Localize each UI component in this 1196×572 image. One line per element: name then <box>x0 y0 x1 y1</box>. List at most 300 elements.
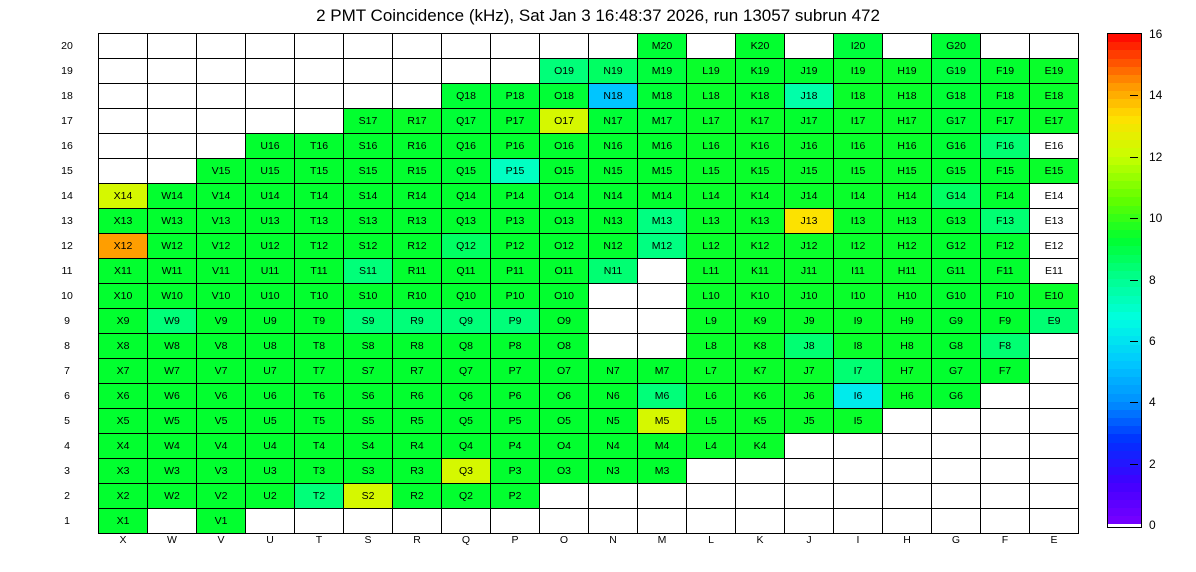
heatmap-cell[interactable]: Q5 <box>442 409 491 434</box>
heatmap-cell[interactable]: S17 <box>344 109 393 134</box>
heatmap-cell-empty[interactable] <box>295 109 344 134</box>
heatmap-cell[interactable]: G18 <box>932 84 981 109</box>
heatmap-cell-empty[interactable] <box>785 34 834 59</box>
heatmap-cell-empty[interactable] <box>883 409 932 434</box>
heatmap-cell[interactable]: H17 <box>883 109 932 134</box>
heatmap-cell[interactable]: G20 <box>932 34 981 59</box>
heatmap-cell[interactable]: O19 <box>540 59 589 84</box>
heatmap-cell[interactable]: Q10 <box>442 284 491 309</box>
heatmap-cell[interactable]: M19 <box>638 59 687 84</box>
heatmap-cell-empty[interactable] <box>638 509 687 534</box>
heatmap-cell[interactable]: I10 <box>834 284 883 309</box>
heatmap-cell[interactable]: P14 <box>491 184 540 209</box>
heatmap-cell[interactable]: T9 <box>295 309 344 334</box>
heatmap-cell[interactable]: J15 <box>785 159 834 184</box>
heatmap-cell[interactable]: I9 <box>834 309 883 334</box>
heatmap-cell-empty[interactable] <box>393 59 442 84</box>
heatmap-cell-empty[interactable] <box>981 459 1030 484</box>
heatmap-cell[interactable]: S13 <box>344 209 393 234</box>
heatmap-cell[interactable]: O13 <box>540 209 589 234</box>
heatmap-cell-empty[interactable] <box>736 509 785 534</box>
heatmap-cell[interactable]: V14 <box>197 184 246 209</box>
heatmap-cell-empty[interactable] <box>932 459 981 484</box>
heatmap-cell[interactable]: E11 <box>1030 259 1079 284</box>
heatmap-cell[interactable]: X3 <box>99 459 148 484</box>
heatmap-cell[interactable]: S6 <box>344 384 393 409</box>
heatmap-cell[interactable]: V4 <box>197 434 246 459</box>
heatmap-cell[interactable]: L19 <box>687 59 736 84</box>
heatmap-cell[interactable]: P6 <box>491 384 540 409</box>
heatmap-cell[interactable]: R9 <box>393 309 442 334</box>
heatmap-cell[interactable]: V13 <box>197 209 246 234</box>
heatmap-cell[interactable]: F7 <box>981 359 1030 384</box>
heatmap-cell[interactable]: O17 <box>540 109 589 134</box>
heatmap-cell-empty[interactable] <box>540 509 589 534</box>
heatmap-cell-empty[interactable] <box>197 34 246 59</box>
heatmap-cell-empty[interactable] <box>981 384 1030 409</box>
heatmap-cell-empty[interactable] <box>1030 359 1079 384</box>
heatmap-cell-empty[interactable] <box>148 509 197 534</box>
heatmap-cell[interactable]: G11 <box>932 259 981 284</box>
heatmap-cell[interactable]: N6 <box>589 384 638 409</box>
heatmap-cell[interactable]: U6 <box>246 384 295 409</box>
heatmap-cell[interactable]: V11 <box>197 259 246 284</box>
heatmap-cell[interactable]: P10 <box>491 284 540 309</box>
heatmap-cell-empty[interactable] <box>99 34 148 59</box>
heatmap-cell[interactable]: L18 <box>687 84 736 109</box>
heatmap-cell[interactable]: F8 <box>981 334 1030 359</box>
heatmap-cell[interactable]: K14 <box>736 184 785 209</box>
heatmap-cell[interactable]: X8 <box>99 334 148 359</box>
heatmap-cell[interactable]: N4 <box>589 434 638 459</box>
heatmap-cell-empty[interactable] <box>981 434 1030 459</box>
heatmap-cell[interactable]: T6 <box>295 384 344 409</box>
heatmap-cell-empty[interactable] <box>932 434 981 459</box>
heatmap-cell[interactable]: W6 <box>148 384 197 409</box>
heatmap-cell[interactable]: K5 <box>736 409 785 434</box>
heatmap-cell[interactable]: T13 <box>295 209 344 234</box>
heatmap-cell[interactable]: S15 <box>344 159 393 184</box>
heatmap-cell[interactable]: R7 <box>393 359 442 384</box>
heatmap-cell-empty[interactable] <box>981 34 1030 59</box>
heatmap-cell-empty[interactable] <box>148 109 197 134</box>
heatmap-cell[interactable]: J16 <box>785 134 834 159</box>
heatmap-cell-empty[interactable] <box>344 34 393 59</box>
heatmap-cell[interactable]: M7 <box>638 359 687 384</box>
heatmap-cell[interactable]: P11 <box>491 259 540 284</box>
heatmap-cell[interactable]: Q4 <box>442 434 491 459</box>
heatmap-cell[interactable]: S2 <box>344 484 393 509</box>
heatmap-cell[interactable]: V1 <box>197 509 246 534</box>
heatmap-cell[interactable]: M13 <box>638 209 687 234</box>
heatmap-cell[interactable]: W8 <box>148 334 197 359</box>
heatmap-cell[interactable]: I11 <box>834 259 883 284</box>
heatmap-cell[interactable]: L9 <box>687 309 736 334</box>
heatmap-cell[interactable]: S11 <box>344 259 393 284</box>
heatmap-cell[interactable]: P2 <box>491 484 540 509</box>
heatmap-cell[interactable]: X12 <box>99 234 148 259</box>
heatmap-cell[interactable]: T3 <box>295 459 344 484</box>
heatmap-cell[interactable]: R15 <box>393 159 442 184</box>
heatmap-cell[interactable]: I19 <box>834 59 883 84</box>
heatmap-cell[interactable]: U10 <box>246 284 295 309</box>
heatmap-cell-empty[interactable] <box>638 309 687 334</box>
heatmap-cell[interactable]: F11 <box>981 259 1030 284</box>
heatmap-cell[interactable]: F15 <box>981 159 1030 184</box>
heatmap-cell-empty[interactable] <box>932 484 981 509</box>
heatmap-cell[interactable]: H19 <box>883 59 932 84</box>
heatmap-cell-empty[interactable] <box>687 459 736 484</box>
heatmap-cell-empty[interactable] <box>148 159 197 184</box>
heatmap-cell[interactable]: M14 <box>638 184 687 209</box>
heatmap-cell[interactable]: I7 <box>834 359 883 384</box>
heatmap-cell-empty[interactable] <box>981 409 1030 434</box>
heatmap-cell[interactable]: X2 <box>99 484 148 509</box>
heatmap-cell[interactable]: E19 <box>1030 59 1079 84</box>
heatmap-cell-empty[interactable] <box>1030 334 1079 359</box>
heatmap-cell-empty[interactable] <box>932 409 981 434</box>
heatmap-cell[interactable]: R5 <box>393 409 442 434</box>
heatmap-cell[interactable]: X13 <box>99 209 148 234</box>
heatmap-cell-empty[interactable] <box>246 109 295 134</box>
heatmap-cell[interactable]: U5 <box>246 409 295 434</box>
heatmap-cell-empty[interactable] <box>295 59 344 84</box>
heatmap-cell-empty[interactable] <box>246 84 295 109</box>
heatmap-cell[interactable]: W4 <box>148 434 197 459</box>
heatmap-cell-empty[interactable] <box>1030 484 1079 509</box>
heatmap-cell[interactable]: K6 <box>736 384 785 409</box>
heatmap-cell[interactable]: Q2 <box>442 484 491 509</box>
heatmap-cell[interactable]: K7 <box>736 359 785 384</box>
heatmap-cell[interactable]: G14 <box>932 184 981 209</box>
heatmap-cell[interactable]: P4 <box>491 434 540 459</box>
heatmap-cell-empty[interactable] <box>393 84 442 109</box>
heatmap-cell[interactable]: E14 <box>1030 184 1079 209</box>
heatmap-cell-empty[interactable] <box>197 109 246 134</box>
heatmap-cell-empty[interactable] <box>589 284 638 309</box>
heatmap-cell-empty[interactable] <box>687 34 736 59</box>
heatmap-cell[interactable]: T16 <box>295 134 344 159</box>
heatmap-cell[interactable]: V15 <box>197 159 246 184</box>
heatmap-cell[interactable]: K20 <box>736 34 785 59</box>
heatmap-cell-empty[interactable] <box>1030 384 1079 409</box>
heatmap-cell[interactable]: W12 <box>148 234 197 259</box>
heatmap-cell[interactable]: Q9 <box>442 309 491 334</box>
heatmap-cell[interactable]: O7 <box>540 359 589 384</box>
heatmap-cell[interactable]: N16 <box>589 134 638 159</box>
heatmap-cell[interactable]: P16 <box>491 134 540 159</box>
heatmap-cell-empty[interactable] <box>540 34 589 59</box>
heatmap-cell[interactable]: L11 <box>687 259 736 284</box>
heatmap-cell[interactable]: K18 <box>736 84 785 109</box>
heatmap-cell-empty[interactable] <box>589 334 638 359</box>
heatmap-cell[interactable]: N7 <box>589 359 638 384</box>
heatmap-cell[interactable]: N17 <box>589 109 638 134</box>
heatmap-cell[interactable]: Q8 <box>442 334 491 359</box>
heatmap-cell[interactable]: F16 <box>981 134 1030 159</box>
heatmap-cell-empty[interactable] <box>687 484 736 509</box>
heatmap-cell[interactable]: S14 <box>344 184 393 209</box>
heatmap-cell[interactable]: O3 <box>540 459 589 484</box>
heatmap-cell-empty[interactable] <box>540 484 589 509</box>
heatmap-cell[interactable]: R12 <box>393 234 442 259</box>
heatmap-cell[interactable]: T14 <box>295 184 344 209</box>
heatmap-cell[interactable]: H18 <box>883 84 932 109</box>
heatmap-cell[interactable]: W3 <box>148 459 197 484</box>
heatmap-cell[interactable]: H9 <box>883 309 932 334</box>
heatmap-cell[interactable]: F17 <box>981 109 1030 134</box>
heatmap-cell[interactable]: R14 <box>393 184 442 209</box>
heatmap-cell[interactable]: T2 <box>295 484 344 509</box>
heatmap-cell[interactable]: X14 <box>99 184 148 209</box>
heatmap-cell-empty[interactable] <box>442 34 491 59</box>
heatmap-cell-empty[interactable] <box>99 134 148 159</box>
heatmap-cell[interactable]: K19 <box>736 59 785 84</box>
heatmap-cell-empty[interactable] <box>393 509 442 534</box>
heatmap-cell-empty[interactable] <box>883 509 932 534</box>
heatmap-cell[interactable]: E12 <box>1030 234 1079 259</box>
heatmap-cell-empty[interactable] <box>981 509 1030 534</box>
heatmap-cell[interactable]: F19 <box>981 59 1030 84</box>
heatmap-cell-empty[interactable] <box>197 84 246 109</box>
heatmap-cell[interactable]: S5 <box>344 409 393 434</box>
heatmap-cell[interactable]: W9 <box>148 309 197 334</box>
heatmap-cell[interactable]: P3 <box>491 459 540 484</box>
heatmap-cell[interactable]: O12 <box>540 234 589 259</box>
heatmap-cell[interactable]: O18 <box>540 84 589 109</box>
heatmap-cell[interactable]: Q16 <box>442 134 491 159</box>
heatmap-cell[interactable]: S12 <box>344 234 393 259</box>
heatmap-cell-empty[interactable] <box>197 134 246 159</box>
heatmap-cell[interactable]: I16 <box>834 134 883 159</box>
heatmap-cell[interactable]: U7 <box>246 359 295 384</box>
heatmap-cell[interactable]: U3 <box>246 459 295 484</box>
heatmap-cell[interactable]: E18 <box>1030 84 1079 109</box>
heatmap-cell[interactable]: M12 <box>638 234 687 259</box>
heatmap-cell[interactable]: P15 <box>491 159 540 184</box>
heatmap-cell[interactable]: J19 <box>785 59 834 84</box>
heatmap-cell[interactable]: H8 <box>883 334 932 359</box>
heatmap-cell[interactable]: Q14 <box>442 184 491 209</box>
heatmap-cell[interactable]: E13 <box>1030 209 1079 234</box>
heatmap-cell[interactable]: I6 <box>834 384 883 409</box>
heatmap-cell-empty[interactable] <box>344 59 393 84</box>
heatmap-cell[interactable]: R13 <box>393 209 442 234</box>
heatmap-cell[interactable]: N15 <box>589 159 638 184</box>
heatmap-cell[interactable]: J18 <box>785 84 834 109</box>
heatmap-cell[interactable]: L4 <box>687 434 736 459</box>
heatmap-cell-empty[interactable] <box>883 484 932 509</box>
heatmap-cell[interactable]: L14 <box>687 184 736 209</box>
heatmap-cell-empty[interactable] <box>295 84 344 109</box>
heatmap-cell-empty[interactable] <box>883 34 932 59</box>
heatmap-cell-empty[interactable] <box>491 59 540 84</box>
heatmap-cell-empty[interactable] <box>785 484 834 509</box>
heatmap-cell[interactable]: Q12 <box>442 234 491 259</box>
heatmap-cell-empty[interactable] <box>785 509 834 534</box>
heatmap-cell[interactable]: U13 <box>246 209 295 234</box>
heatmap-cell[interactable]: T11 <box>295 259 344 284</box>
heatmap-cell[interactable]: E17 <box>1030 109 1079 134</box>
heatmap-cell[interactable]: W5 <box>148 409 197 434</box>
heatmap-cell[interactable]: K8 <box>736 334 785 359</box>
heatmap-cell[interactable]: P9 <box>491 309 540 334</box>
heatmap-cell[interactable]: L6 <box>687 384 736 409</box>
heatmap-cell[interactable]: G9 <box>932 309 981 334</box>
heatmap-cell[interactable]: R6 <box>393 384 442 409</box>
heatmap-cell[interactable]: N18 <box>589 84 638 109</box>
heatmap-cell[interactable]: X10 <box>99 284 148 309</box>
heatmap-cell-empty[interactable] <box>638 334 687 359</box>
heatmap-cell[interactable]: G15 <box>932 159 981 184</box>
heatmap-cell[interactable]: W7 <box>148 359 197 384</box>
heatmap-cell-empty[interactable] <box>883 459 932 484</box>
heatmap-cell-empty[interactable] <box>687 509 736 534</box>
heatmap-cell[interactable]: O11 <box>540 259 589 284</box>
heatmap-cell[interactable]: Q15 <box>442 159 491 184</box>
heatmap-cell[interactable]: J8 <box>785 334 834 359</box>
heatmap-cell[interactable]: Q6 <box>442 384 491 409</box>
heatmap-cell[interactable]: G19 <box>932 59 981 84</box>
heatmap-cell[interactable]: O4 <box>540 434 589 459</box>
heatmap-cell-empty[interactable] <box>442 509 491 534</box>
heatmap-cell[interactable]: V3 <box>197 459 246 484</box>
heatmap-cell[interactable]: U15 <box>246 159 295 184</box>
heatmap-cell[interactable]: H10 <box>883 284 932 309</box>
heatmap-cell-empty[interactable] <box>1030 509 1079 534</box>
heatmap-cell[interactable]: U9 <box>246 309 295 334</box>
heatmap-cell[interactable]: U4 <box>246 434 295 459</box>
heatmap-cell[interactable]: P13 <box>491 209 540 234</box>
heatmap-cell[interactable]: R4 <box>393 434 442 459</box>
heatmap-cell[interactable]: H7 <box>883 359 932 384</box>
heatmap-cell-empty[interactable] <box>295 509 344 534</box>
heatmap-cell[interactable]: R2 <box>393 484 442 509</box>
heatmap-cell[interactable]: I5 <box>834 409 883 434</box>
heatmap-cell[interactable]: M20 <box>638 34 687 59</box>
heatmap-cell[interactable]: T4 <box>295 434 344 459</box>
heatmap-cell-empty[interactable] <box>834 434 883 459</box>
heatmap-cell[interactable]: F13 <box>981 209 1030 234</box>
heatmap-cell-empty[interactable] <box>491 34 540 59</box>
heatmap-cell[interactable]: W14 <box>148 184 197 209</box>
heatmap-cell[interactable]: G16 <box>932 134 981 159</box>
heatmap-cell[interactable]: T5 <box>295 409 344 434</box>
heatmap-cell[interactable]: N3 <box>589 459 638 484</box>
heatmap-cell[interactable]: P7 <box>491 359 540 384</box>
heatmap-cell[interactable]: V2 <box>197 484 246 509</box>
heatmap-cell[interactable]: V9 <box>197 309 246 334</box>
heatmap-cell[interactable]: G8 <box>932 334 981 359</box>
heatmap-cell[interactable]: L8 <box>687 334 736 359</box>
heatmap-cell-empty[interactable] <box>148 34 197 59</box>
heatmap-cell[interactable]: F18 <box>981 84 1030 109</box>
heatmap-cell-empty[interactable] <box>589 34 638 59</box>
heatmap-cell[interactable]: I14 <box>834 184 883 209</box>
heatmap-cell-empty[interactable] <box>1030 459 1079 484</box>
heatmap-cell[interactable]: R16 <box>393 134 442 159</box>
heatmap-cell[interactable]: Q7 <box>442 359 491 384</box>
heatmap-cell[interactable]: X6 <box>99 384 148 409</box>
heatmap-cell[interactable]: L7 <box>687 359 736 384</box>
heatmap-cell[interactable]: U2 <box>246 484 295 509</box>
heatmap-cell[interactable]: L17 <box>687 109 736 134</box>
heatmap-cell[interactable]: R8 <box>393 334 442 359</box>
heatmap-cell[interactable]: W11 <box>148 259 197 284</box>
heatmap-cell[interactable]: I20 <box>834 34 883 59</box>
heatmap-cell[interactable]: Q3 <box>442 459 491 484</box>
heatmap-cell-empty[interactable] <box>393 34 442 59</box>
heatmap-cell[interactable]: M16 <box>638 134 687 159</box>
heatmap-cell[interactable]: O10 <box>540 284 589 309</box>
heatmap-cell-empty[interactable] <box>246 59 295 84</box>
heatmap-cell[interactable]: X7 <box>99 359 148 384</box>
heatmap-cell[interactable]: O9 <box>540 309 589 334</box>
heatmap-cell[interactable]: G6 <box>932 384 981 409</box>
heatmap-cell-empty[interactable] <box>99 159 148 184</box>
heatmap-cell-empty[interactable] <box>148 59 197 84</box>
heatmap-cell-empty[interactable] <box>736 459 785 484</box>
heatmap-cell[interactable]: J17 <box>785 109 834 134</box>
heatmap-cell[interactable]: N11 <box>589 259 638 284</box>
heatmap-cell[interactable]: V6 <box>197 384 246 409</box>
heatmap-cell[interactable]: K13 <box>736 209 785 234</box>
heatmap-cell-empty[interactable] <box>932 509 981 534</box>
heatmap-cell[interactable]: J9 <box>785 309 834 334</box>
heatmap-cell[interactable]: K11 <box>736 259 785 284</box>
heatmap-cell[interactable]: V7 <box>197 359 246 384</box>
heatmap-cell[interactable]: J14 <box>785 184 834 209</box>
heatmap-cell[interactable]: J13 <box>785 209 834 234</box>
heatmap-cell[interactable]: S3 <box>344 459 393 484</box>
heatmap-cell-empty[interactable] <box>736 484 785 509</box>
heatmap-cell[interactable]: M15 <box>638 159 687 184</box>
heatmap-cell-empty[interactable] <box>981 484 1030 509</box>
heatmap-cell[interactable]: U16 <box>246 134 295 159</box>
heatmap-cell-empty[interactable] <box>442 59 491 84</box>
heatmap-cell[interactable]: O8 <box>540 334 589 359</box>
heatmap-cell[interactable]: L13 <box>687 209 736 234</box>
heatmap-cell[interactable]: S4 <box>344 434 393 459</box>
heatmap-cell[interactable]: R11 <box>393 259 442 284</box>
heatmap-cell[interactable]: P17 <box>491 109 540 134</box>
heatmap-cell[interactable]: J6 <box>785 384 834 409</box>
heatmap-cell[interactable]: H16 <box>883 134 932 159</box>
heatmap-cell[interactable]: H11 <box>883 259 932 284</box>
heatmap-cell[interactable]: U12 <box>246 234 295 259</box>
heatmap-cell[interactable]: I15 <box>834 159 883 184</box>
heatmap-cell[interactable]: Q13 <box>442 209 491 234</box>
heatmap-cell[interactable]: Q18 <box>442 84 491 109</box>
heatmap-cell[interactable]: P12 <box>491 234 540 259</box>
heatmap-cell[interactable]: I8 <box>834 334 883 359</box>
heatmap-cell[interactable]: S16 <box>344 134 393 159</box>
heatmap-cell[interactable]: J10 <box>785 284 834 309</box>
heatmap-cell[interactable]: O14 <box>540 184 589 209</box>
heatmap-cell[interactable]: T15 <box>295 159 344 184</box>
heatmap-cell-empty[interactable] <box>344 84 393 109</box>
heatmap-cell[interactable]: U8 <box>246 334 295 359</box>
heatmap-cell[interactable]: F12 <box>981 234 1030 259</box>
heatmap-cell[interactable]: J11 <box>785 259 834 284</box>
heatmap-cell-empty[interactable] <box>1030 434 1079 459</box>
heatmap-cell-empty[interactable] <box>589 509 638 534</box>
heatmap-cell[interactable]: V10 <box>197 284 246 309</box>
heatmap-cell[interactable]: F14 <box>981 184 1030 209</box>
heatmap-cell[interactable]: P18 <box>491 84 540 109</box>
heatmap-cell[interactable]: H12 <box>883 234 932 259</box>
heatmap-cell[interactable]: M18 <box>638 84 687 109</box>
